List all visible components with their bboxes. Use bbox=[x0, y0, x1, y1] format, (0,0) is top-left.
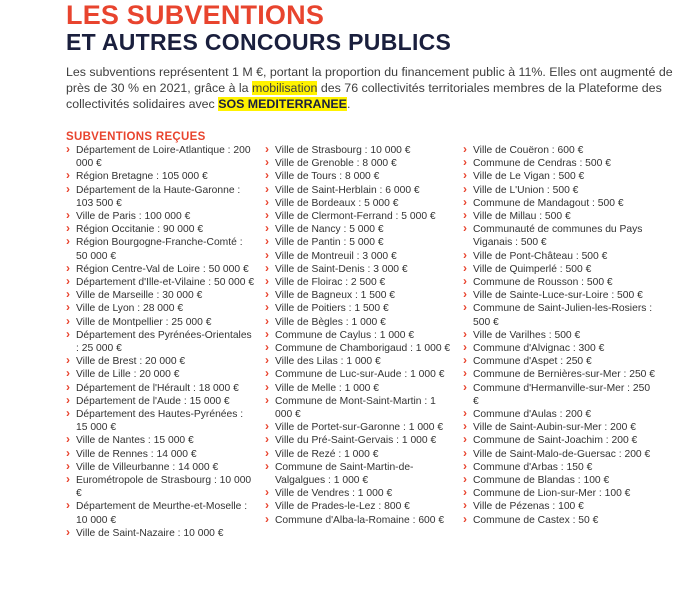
subsidy-list-item: › Ville de Saint-Malo-de-Guersac : 200 € bbox=[463, 448, 658, 461]
subsidy-list-item: › Ville de Grenoble : 8 000 € bbox=[265, 157, 455, 170]
subsidy-list-item: › Ville de Lyon : 28 000 € bbox=[66, 302, 256, 315]
subsidy-list-item: › Région Bretagne : 105 000 € bbox=[66, 170, 256, 183]
subsidy-list-item: › Commune de Blandas : 100 € bbox=[463, 474, 658, 487]
subsidy-list-item: › Ville de Paris : 100 000 € bbox=[66, 210, 256, 223]
subsidy-list-item: › Ville de Floirac : 2 500 € bbox=[265, 276, 455, 289]
subsidy-list-item: › Ville de Pont-Château : 500 € bbox=[463, 250, 658, 263]
subsidy-list-item: › Ville de Lille : 20 000 € bbox=[66, 368, 256, 381]
subsidy-list-item: › Commune d'Hermanville-sur-Mer : 250 € bbox=[463, 382, 658, 408]
subsidy-list-item: › Commune d'Aspet : 250 € bbox=[463, 355, 658, 368]
subsidy-list-item: › Ville de Rennes : 14 000 € bbox=[66, 448, 256, 461]
intro-highlight-sos: SOS MEDITERRANEE bbox=[218, 97, 347, 111]
subsidy-list-item: › Ville de Saint-Herblain : 6 000 € bbox=[265, 184, 455, 197]
subsidy-list-item: › Ville de Portet-sur-Garonne : 1 000 € bbox=[265, 421, 455, 434]
intro-paragraph bbox=[66, 64, 681, 112]
subsidy-list-item: › Ville de Saint-Denis : 3 000 € bbox=[265, 263, 455, 276]
subsidy-list-item: › Ville de Bagneux : 1 500 € bbox=[265, 289, 455, 302]
section-title: SUBVENTIONS REÇUES bbox=[66, 131, 206, 143]
subsidy-list-item: › Commune de Chamborigaud : 1 000 € bbox=[265, 342, 455, 355]
subsidy-list-item: › Commune de Luc-sur-Aude : 1 000 € bbox=[265, 368, 455, 381]
subsidy-list-item: › Commune de Saint-Joachim : 200 € bbox=[463, 434, 658, 447]
subsidy-list-item: › Département des Hautes-Pyrénées : 15 000 € bbox=[66, 408, 256, 434]
page-title: LES SUBVENTIONS bbox=[66, 0, 325, 30]
subsidy-list-item: › Ville de Pézenas : 100 € bbox=[463, 500, 658, 513]
subsidy-list-item: › Commune de Rousson : 500 € bbox=[463, 276, 658, 289]
subsidy-list-item: › Ville de Couëron : 600 € bbox=[463, 144, 658, 157]
subsidy-list-item: › Ville de Tours : 8 000 € bbox=[265, 170, 455, 183]
subsidy-list-item: › Région Occitanie : 90 000 € bbox=[66, 223, 256, 236]
subsidy-list-item: › Ville de Marseille : 30 000 € bbox=[66, 289, 256, 302]
subsidy-list-item: › Eurométropole de Strasbourg : 10 000 € bbox=[66, 474, 256, 500]
subsidy-list-item: › Ville de Melle : 1 000 € bbox=[265, 382, 455, 395]
subsidy-list-item: › Ville de Nantes : 15 000 € bbox=[66, 434, 256, 447]
subsidy-list-item: › Ville des Lilas : 1 000 € bbox=[265, 355, 455, 368]
intro-end: . bbox=[346, 97, 351, 111]
subsidy-list-item: › Communauté de communes du Pays Viganais : 500 € bbox=[463, 223, 658, 249]
subsidy-list-item: › Ville de Bègles : 1 000 € bbox=[265, 316, 455, 329]
subsidy-list-item: › Commune de Cendras : 500 € bbox=[463, 157, 658, 170]
subsidy-list-item: › Ville de Villeurbanne : 14 000 € bbox=[66, 461, 256, 474]
subsidy-column-3 bbox=[463, 144, 658, 527]
subsidy-list-item: › Commune d'Alba-la-Romaine : 600 € bbox=[265, 514, 455, 527]
subsidy-list-item: › Ville de Saint-Aubin-sur-Mer : 200 € bbox=[463, 421, 658, 434]
subsidy-list-item: › Ville de Brest : 20 000 € bbox=[66, 355, 256, 368]
subsidy-list-item: › Commune d'Alvignac : 300 € bbox=[463, 342, 658, 355]
subsidy-list-item: › Département de la Haute-Garonne : 103 500 € bbox=[66, 184, 256, 210]
subsidy-list-item: › Ville de Sainte-Luce-sur-Loire : 500 € bbox=[463, 289, 658, 302]
subsidy-list-item: › Ville de Rezé : 1 000 € bbox=[265, 448, 455, 461]
subsidy-list-item: › Commune d'Arbas : 150 € bbox=[463, 461, 658, 474]
intro-text: Les subventions représentent 1 M €, portant la proportion du financement public à 11%. Elles ont augmenté de près de 30 % en 2021, grâce à la bbox=[66, 65, 673, 95]
intro-text-2: des 76 collectivités territoriales membres de la Plateforme des collectivités solidaires avec bbox=[66, 81, 662, 111]
subsidy-list-item: › Ville de Quimperlé : 500 € bbox=[463, 263, 658, 276]
subsidy-list-item: › Ville de Montreuil : 3 000 € bbox=[265, 250, 455, 263]
subsidy-list-item: › Région Centre-Val de Loire : 50 000 € bbox=[66, 263, 256, 276]
subsidy-list-item: › Ville du Pré-Saint-Gervais : 1 000 € bbox=[265, 434, 455, 447]
subsidy-column-2 bbox=[265, 144, 455, 527]
subsidy-list-item: › Ville de Poitiers : 1 500 € bbox=[265, 302, 455, 315]
subsidy-list-item: › Commune de Saint-Julien-les-Rosiers : 500 € bbox=[463, 302, 658, 328]
subsidy-list-item: › Ville de Prades-le-Lez : 800 € bbox=[265, 500, 455, 513]
subsidy-list-item: › Ville de L'Union : 500 € bbox=[463, 184, 658, 197]
subsidy-list-item: › Commune de Mont-Saint-Martin : 1 000 € bbox=[265, 395, 455, 421]
intro-highlight-mobilisation: mobilisation bbox=[252, 81, 318, 95]
subsidy-column-1 bbox=[66, 144, 256, 540]
subsidy-list-item: › Ville de Vendres : 1 000 € bbox=[265, 487, 455, 500]
subsidy-list-item: › Département de l'Hérault : 18 000 € bbox=[66, 382, 256, 395]
subsidy-list-item: › Commune de Caylus : 1 000 € bbox=[265, 329, 455, 342]
subsidy-list-item: › Département des Pyrénées-Orientales : 25 000 € bbox=[66, 329, 256, 355]
subsidy-list-item: › Ville de Nancy : 5 000 € bbox=[265, 223, 455, 236]
subsidy-list-item: › Département de Meurthe-et-Moselle : 10 000 € bbox=[66, 500, 256, 526]
subsidy-list-item: › Ville de Saint-Nazaire : 10 000 € bbox=[66, 527, 256, 540]
subsidy-list-item: › Ville de Montpellier : 25 000 € bbox=[66, 316, 256, 329]
subsidy-list-item: › Commune de Saint-Martin-de-Valgalgues : 1 000 € bbox=[265, 461, 455, 487]
subsidy-list-item: › Ville de Varilhes : 500 € bbox=[463, 329, 658, 342]
subsidy-list-item: › Département d'Ille-et-Vilaine : 50 000 € bbox=[66, 276, 256, 289]
subsidy-list-item: › Commune de Bernières-sur-Mer : 250 € bbox=[463, 368, 658, 381]
subsidy-list-item: › Département de Loire-Atlantique : 200 000 € bbox=[66, 144, 256, 170]
subsidy-list-item: › Commune de Mandagout : 500 € bbox=[463, 197, 658, 210]
subsidy-list-item: › Commune de Lion-sur-Mer : 100 € bbox=[463, 487, 658, 500]
page-subtitle: ET AUTRES CONCOURS PUBLICS bbox=[66, 29, 452, 55]
subsidy-list-item: › Ville de Pantin : 5 000 € bbox=[265, 236, 455, 249]
subsidy-list-item: › Région Bourgogne-Franche-Comté : 50 000 € bbox=[66, 236, 256, 262]
subsidy-list-item: › Département de l'Aude : 15 000 € bbox=[66, 395, 256, 408]
subsidy-list-item: › Ville de Millau : 500 € bbox=[463, 210, 658, 223]
subsidy-list-item: › Ville de Clermont-Ferrand : 5 000 € bbox=[265, 210, 455, 223]
subsidy-list-item: › Ville de Le Vigan : 500 € bbox=[463, 170, 658, 183]
subsidy-list-item: › Ville de Bordeaux : 5 000 € bbox=[265, 197, 455, 210]
subsidy-list-item: › Commune de Castex : 50 € bbox=[463, 514, 658, 527]
subsidy-list-item: › Ville de Strasbourg : 10 000 € bbox=[265, 144, 455, 157]
subsidy-list-item: › Commune d'Aulas : 200 € bbox=[463, 408, 658, 421]
